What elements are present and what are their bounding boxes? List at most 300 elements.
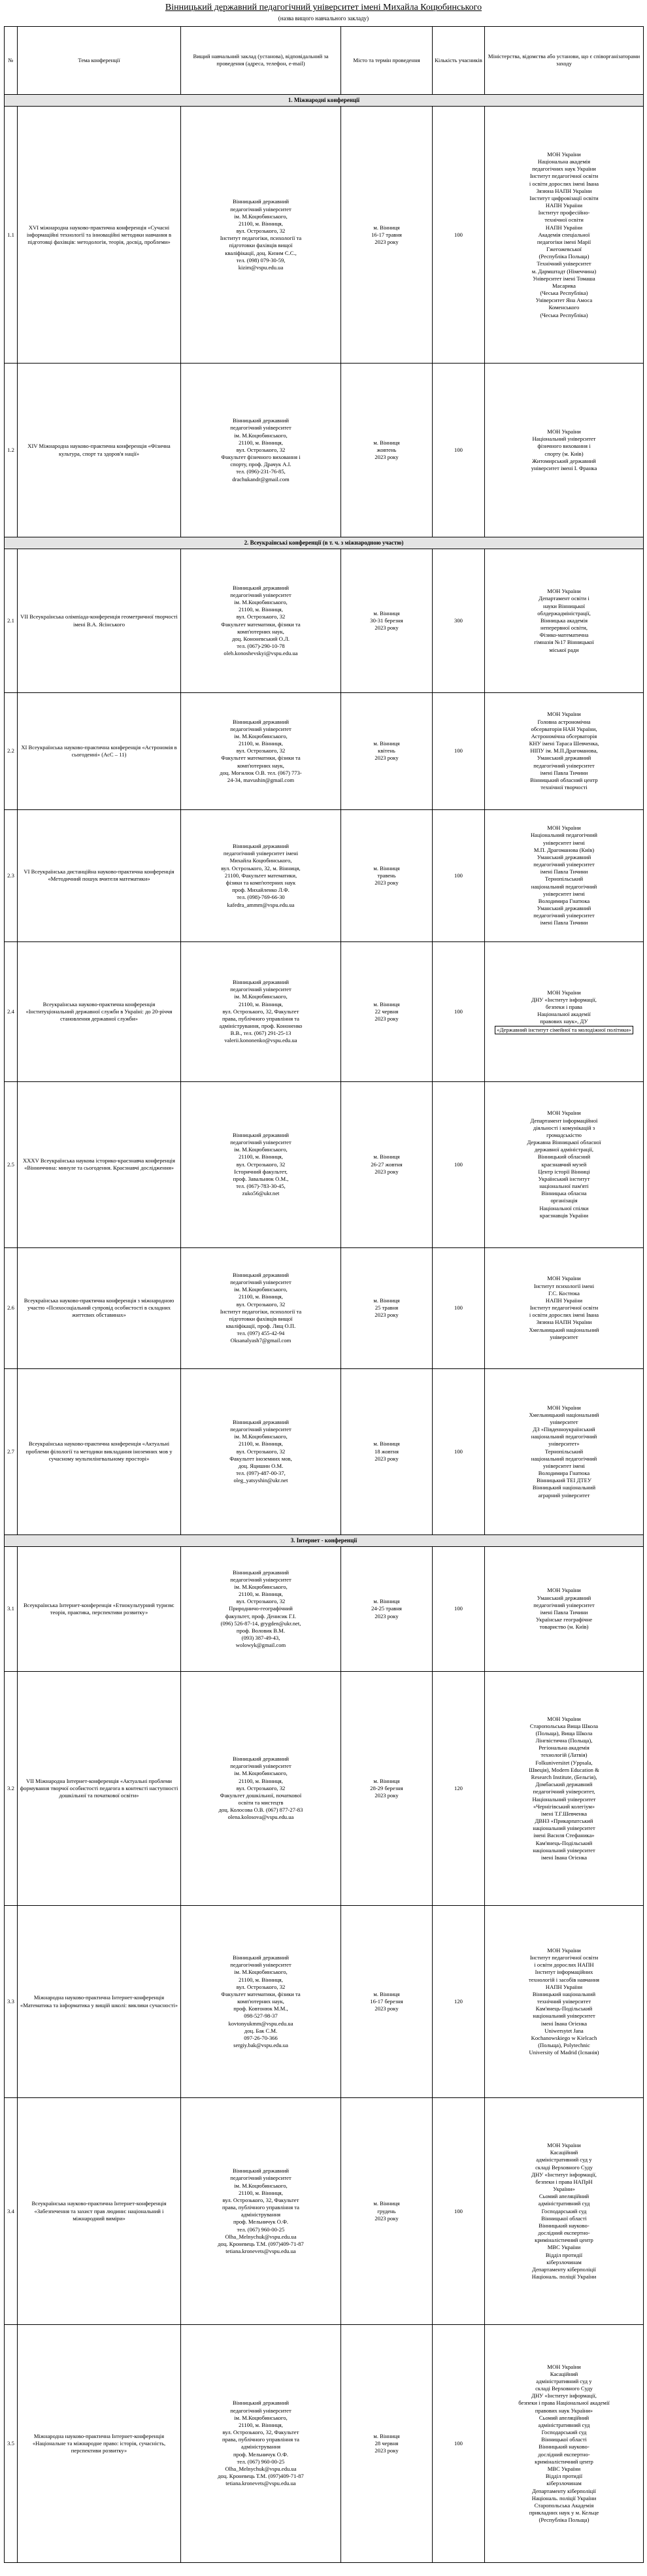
- city-date-line: 24-25 травня: [371, 1605, 402, 1612]
- co-organizer-line: університет: [550, 1418, 578, 1425]
- co-organizer-line: адміністративний суд: [538, 2421, 590, 2428]
- institution-line: zuko56@ukr.net: [242, 1190, 280, 1197]
- institution-line: педагогічний університет: [230, 424, 291, 432]
- institution-line: Вінницький державний: [232, 843, 290, 850]
- co-organizer-line: Зязюна НАПН України: [536, 187, 592, 194]
- co-organizer-line: Інститут педагогічної освіти: [529, 1304, 599, 1312]
- row-number: 2.3: [5, 809, 18, 941]
- co-organizer-line: М.П. Драгоманова (Київ): [533, 846, 595, 853]
- institution-cell: [181, 2324, 341, 2562]
- city-date-line: 2023 року: [374, 2447, 399, 2454]
- institution-line: педагогічний університет: [230, 1763, 291, 1770]
- institution-line: Історичний факультет,: [234, 1168, 288, 1175]
- city-date-line: м. Вінниця: [373, 1598, 400, 1605]
- co-organizer-line: міської ради: [549, 646, 579, 653]
- co-organizer-line: спорту (м. Київ): [544, 450, 584, 457]
- co-organizer-line: МОН України: [547, 1275, 581, 1282]
- co-organizer-line: Сьомий апеляційний: [539, 2193, 589, 2200]
- city-date-line: 28-29 березня: [370, 1784, 403, 1791]
- col-header-co-organizers: Міністерства, відомства або установи, що є співорганізаторами заходу: [485, 27, 644, 95]
- row-number: 3.3: [5, 1905, 18, 2098]
- institution-line: 21100, м. Вінниця,: [239, 1591, 283, 1598]
- row-number: 2.7: [5, 1368, 18, 1534]
- co-organizer-line: МОН України: [547, 1404, 581, 1411]
- co-organizer-line: Кам'янець-Подільський: [535, 1839, 593, 1846]
- institution-line: тел. (067)-290-10-78: [237, 643, 285, 650]
- conference-topic: Всеукраїнська науково-практична конференція «Інституціональний державної служби в Україні: до 20-річчя становлення державної служби»: [18, 941, 181, 1081]
- institution-line: Вінницький державний: [232, 1568, 290, 1576]
- co-organizer-line: аграрний університет: [538, 1491, 590, 1499]
- institution-cell: [181, 1368, 341, 1534]
- co-organizer-line: педагогічних наук України: [532, 165, 596, 173]
- co-organizer-line: імені Павла Тичини: [540, 868, 588, 875]
- co-organizers-cell: [485, 549, 644, 692]
- co-organizer-line: імені Івана Огієнка: [540, 1854, 588, 1861]
- city-date-line: 2023 року: [374, 1015, 399, 1022]
- institution-line: педагогічний університет: [230, 1961, 291, 1969]
- city-date-line: грудень: [377, 2207, 396, 2214]
- co-organizer-line: Старопольська Вища Школа: [529, 1722, 599, 1729]
- co-organizer-line: МОН України: [547, 824, 581, 832]
- co-organizer-line: МВС України: [547, 2244, 581, 2251]
- co-organizer-line: ДНУ «Інститут інформації,: [531, 2392, 597, 2399]
- institution-line: педагогічний університет: [230, 2175, 291, 2182]
- co-organizers-cell: [485, 941, 644, 1081]
- co-organizer-line: прикладних наук у м. Кельце: [529, 2509, 599, 2517]
- institution-line: вул. Острозького, 32: [236, 747, 286, 754]
- institution-line: доц. Кроневець Т.М. (097)409-71-87: [218, 2240, 304, 2247]
- co-organizer-line: Г.С. Костюка: [548, 1289, 580, 1296]
- city-date-line: 28 червня: [374, 2439, 399, 2447]
- institution-line: тел. (067) 960-00-25: [237, 2458, 285, 2465]
- conference-row: [5, 2098, 644, 2325]
- co-organizer-line: складі Верховного Суду: [535, 2385, 593, 2392]
- institution-line: Вінницький державний: [232, 1954, 290, 1961]
- institution-line: адміністрування, проф. Кононенко: [219, 1023, 303, 1030]
- col-header-participants: Кількість учасників: [433, 27, 485, 95]
- institution-line: Факультет математики, фізики та: [221, 620, 301, 628]
- conference-topic: Міжнародна науково-практична Інтернет-конференція «Національне та міжнародне право: історія, сучасність, перспективи розвитку»: [18, 2324, 181, 2562]
- institution-line: комп'ютерних наук,: [237, 628, 284, 635]
- institution-line: ім. М.Коцюбинського,: [234, 732, 288, 739]
- co-organizer-line: Національ. поліції України: [531, 2494, 597, 2501]
- institution-line: проф. Мельничук О.Ф.: [233, 2450, 289, 2458]
- city-date-line: 2023 року: [374, 624, 399, 632]
- institution-line: ім. М.Коцюбинського,: [234, 993, 288, 1000]
- institution-line: 098-527-98-37: [244, 2012, 278, 2020]
- col-header-topic: Тема конференції: [18, 27, 181, 95]
- city-date-line: 2023 року: [374, 2214, 399, 2222]
- city-date-line: м. Вінниця: [373, 1777, 400, 1784]
- institution-line: вул. Острозького, 32, Факультет: [222, 2196, 299, 2203]
- city-date-line: 30-31 березня: [370, 617, 403, 624]
- institution-line: wolowyk@gmail.com: [235, 1642, 286, 1649]
- section-title: 2. Всеукраїнські конференції (в т. ч. з міжнародною участю): [5, 537, 644, 549]
- institution-line: Вінницький державний: [232, 2399, 290, 2407]
- institution-line: тел. (098) 079-30-59,: [236, 256, 286, 263]
- city-date-line: 2023 року: [374, 1312, 399, 1319]
- city-date-cell: [341, 1368, 433, 1534]
- institution-line: 21100, м. Вінниця,: [239, 439, 283, 446]
- co-organizer-line: Департаменту кіберполіції: [532, 2487, 596, 2494]
- institution-line: Вінницький державний: [232, 584, 290, 591]
- co-organizer-line: МОН України: [547, 2363, 581, 2370]
- institution-line: drachukandr@gmail.com: [232, 475, 290, 483]
- co-organizer-line: гімназія №17 Вінницької: [534, 639, 594, 646]
- co-organizer-line: ДНУ «Інститут інформації,: [531, 2171, 597, 2178]
- institution-line: педагогічний університет: [230, 1576, 291, 1583]
- conference-row: [5, 2324, 644, 2562]
- city-date-cell: [341, 1247, 433, 1368]
- co-organizer-line: Інститут психології імені: [533, 1282, 595, 1289]
- institution-line: проф. Михайленко Л.Ф.: [232, 887, 290, 894]
- co-organizer-line: Національної академії: [537, 1011, 591, 1018]
- co-organizer-line: (Чеська Республіка): [540, 290, 588, 297]
- institution-line: valerii.kononenko@vspu.edu.ua: [224, 1037, 297, 1044]
- city-date-cell: [341, 1671, 433, 1905]
- co-organizer-line: Кам'янець-Подільський: [535, 2005, 593, 2012]
- co-organizer-line: Вінницька академія: [540, 617, 588, 624]
- city-date-cell: [341, 2098, 433, 2325]
- institution-line: педагогічний університет: [230, 205, 291, 212]
- institution-line: вул. Острозького, 32, Факультет: [222, 2429, 299, 2436]
- city-date-line: 16-17 березня: [370, 1998, 403, 2005]
- co-organizer-line: імені Івана Огієнка: [540, 2020, 588, 2027]
- co-organizer-line: Інститут педагогічної освіти: [529, 1954, 599, 1961]
- co-organizer-line: Національна академія: [537, 158, 591, 165]
- institution-line: тел. (097) 455-42-94: [237, 1330, 285, 1337]
- co-organizer-line: Вінницький науково-: [539, 2443, 589, 2450]
- co-organizer-line: Вінницький національний: [532, 1484, 596, 1491]
- co-organizer-line: Вінницький науково-: [539, 2222, 589, 2229]
- co-organizer-line: університет імені: [543, 890, 585, 897]
- institution-line: тел. (098)-769-66-30: [237, 894, 285, 901]
- co-organizer-line: МВС України: [547, 2466, 581, 2472]
- co-organizer-line: МОН України: [547, 711, 581, 718]
- co-organizer-line: технічний університет: [537, 1998, 591, 2005]
- institution-line: комп'ютерних наук,: [237, 1998, 284, 2005]
- institution-line: Природничо-географічний: [229, 1605, 293, 1612]
- city-date-line: 26-27 жовтня: [371, 1161, 403, 1168]
- section-row: [5, 1534, 644, 1546]
- city-date-cell: [341, 1547, 433, 1672]
- co-organizer-line: МОН України: [547, 428, 581, 435]
- participant-count: 100: [433, 941, 485, 1081]
- institution-line: ім. М.Коцюбинського,: [234, 1583, 288, 1590]
- co-organizer-line: обсерваторія НАН України,: [531, 725, 597, 732]
- institution-line: Факультет математики, фізики та: [221, 754, 301, 762]
- conference-topic: Міжнародна науково-практична Інтернет-конференція «Математика та інформатика у вищій школі: виклики сучасності»: [18, 1905, 181, 2098]
- co-organizer-line: (Чеська Республіка): [540, 311, 588, 318]
- co-organizer-line: технологій і засобів навчання: [528, 1976, 600, 1983]
- co-organizer-line: Академія спеціальної: [538, 231, 590, 238]
- institution-cell: [181, 107, 341, 364]
- participant-count: 100: [433, 1547, 485, 1672]
- co-organizer-line: Департамент освіти і: [539, 595, 589, 602]
- institution-line: tetiana.kronevets@vspu.edu.ua: [225, 2248, 296, 2255]
- institution-line: Вінницький державний: [232, 718, 290, 725]
- participant-count: 100: [433, 1247, 485, 1368]
- city-date-line: 2023 року: [374, 238, 399, 245]
- co-organizer-line: технологій (Латвія): [540, 1752, 588, 1759]
- co-organizer-line: громадськістю: [546, 1131, 582, 1138]
- co-organizer-line: Вінницька обласна: [541, 1190, 587, 1197]
- institution-line: доц. Могилюк О.В. тел. (067) 773-: [220, 769, 302, 776]
- institution-line: тел. (097)-487-00-37,: [236, 1470, 286, 1477]
- institution-line: kovtonyukmm@vspu.edu.ua: [228, 2020, 293, 2027]
- co-organizer-line: адміністративний суд у: [536, 2156, 592, 2163]
- participant-count: 100: [433, 364, 485, 537]
- co-organizer-line: кіберзлочинам: [546, 2258, 582, 2265]
- co-organizer-line: Департамент інформаційної: [530, 1117, 598, 1124]
- institution-line: Вінницький державний: [232, 1418, 290, 1425]
- institution-line: вул. Острозького, 32, Факультет: [222, 1008, 299, 1015]
- institution-cell: [181, 1081, 341, 1247]
- institution-line: вул. Острозького, 32: [236, 1983, 286, 1990]
- participant-count: 100: [433, 692, 485, 809]
- co-organizer-line: імені Павла Тичини: [540, 1608, 588, 1616]
- institution-line: ім. М.Коцюбинського,: [234, 1770, 288, 1777]
- institution-line: Olha_Melnychuk@vspu.edu.ua: [225, 2466, 297, 2472]
- institution-line: доц. Колосова О.В. (067) 877-27-83: [218, 1806, 303, 1814]
- conference-row: [5, 809, 644, 941]
- institution-line: комп'ютерних наук,: [237, 762, 284, 769]
- institution-line: вул. Острозького, 32, м. Вінниця,: [221, 864, 301, 872]
- co-organizer-line: неперервної освіти,: [540, 624, 588, 632]
- institution-line: права, публічного управління та: [222, 2436, 299, 2443]
- co-organizer-line: University of Madrid (Іспанія): [529, 2049, 599, 2056]
- institution-cell: [181, 809, 341, 941]
- institution-line: 21100, м. Вінниця,: [239, 740, 283, 747]
- city-date-line: м. Вінниця: [373, 2200, 400, 2207]
- co-organizer-line: Володимира Гнатюка: [538, 1470, 590, 1477]
- co-organizer-line: МОН України: [547, 989, 581, 996]
- co-organizer-line: Департаменту кіберполіції: [532, 2265, 596, 2273]
- institution-line: ім. М.Коцюбинського,: [234, 1286, 288, 1293]
- institution-line: педагогічний університет імені: [223, 850, 299, 857]
- co-organizer-line: ДВНЗ «Прикарпатський: [535, 1818, 593, 1825]
- institution-line: педагогічний університет: [230, 1139, 291, 1146]
- co-organizer-line: технічної освіти: [544, 216, 584, 224]
- co-organizer-line: України»: [553, 2186, 575, 2193]
- institution-line: факультет, проф. Денисик Г.І.: [225, 1612, 297, 1619]
- city-date-line: м. Вінниця: [373, 1440, 400, 1448]
- institution-line: 21100, Факультет математики,: [224, 872, 297, 879]
- city-date-line: м. Вінниця: [373, 1000, 400, 1008]
- institution-line: доц. Бак С.М.: [244, 2027, 278, 2034]
- city-date-line: 2023 року: [374, 1791, 399, 1799]
- participant-count: 300: [433, 549, 485, 692]
- city-date-line: травень: [377, 872, 396, 879]
- co-organizer-line: Регіональна академія: [539, 1744, 589, 1752]
- conference-topic: VII Міжнародна Інтернет-конференція «Актуальні проблеми формування творчої особистості педагога в контексті наступності дошкільної та початкової освіти»: [18, 1671, 181, 1905]
- co-organizer-line: правових наук», ДУ: [540, 1018, 588, 1025]
- row-number: 2.2: [5, 692, 18, 809]
- institution-line: Olha_Melnychuk@vspu.edu.ua: [225, 2233, 297, 2240]
- institution-line: 21100, м. Вінниця,: [239, 2421, 283, 2428]
- co-organizer-line: Лінгвістична (Польща),: [535, 1737, 593, 1744]
- city-date-cell: [341, 364, 433, 537]
- co-organizer-line: Тернопільський: [544, 875, 584, 883]
- co-organizer-line: Головна астрономічна: [537, 718, 591, 725]
- co-organizer-line: національний педагогічний: [531, 883, 597, 890]
- city-date-cell: [341, 692, 433, 809]
- city-date-line: 22 червня: [374, 1008, 399, 1015]
- row-number: 1.1: [5, 107, 18, 364]
- co-organizer-line: педагогічний університет,: [533, 1788, 595, 1795]
- row-number: 2.5: [5, 1081, 18, 1247]
- co-organizer-line: (Республіка Польща): [539, 2517, 589, 2524]
- row-number: 3.1: [5, 1547, 18, 1672]
- city-date-line: 2023 року: [374, 1612, 399, 1619]
- institution-line: фізики та комп'ютерних наук: [225, 879, 296, 886]
- section-title: 3. Інтернет - конференції: [5, 1534, 644, 1546]
- co-organizer-line: МОН України: [547, 588, 581, 595]
- co-organizers-cell: [485, 809, 644, 941]
- co-organizers-cell: [485, 1671, 644, 1905]
- conference-row: [5, 1247, 644, 1368]
- institution-line: тел. (067) 960-00-25: [237, 2226, 285, 2233]
- institution-line: вул. Острозького, 32: [236, 1161, 286, 1168]
- co-organizer-line: Національний університет: [532, 435, 596, 443]
- participant-count: 100: [433, 1368, 485, 1534]
- co-organizer-line: університет: [550, 1333, 578, 1340]
- col-header-institution: Вищий навчальний заклад (установа), відповідальний за проведення (адреса, телефон, e-mail): [181, 27, 341, 95]
- co-organizer-line: Касаційний: [550, 2370, 578, 2377]
- institution-line: кваліфікації, доц. Кизим С.С.,: [225, 249, 297, 256]
- co-organizer-line: товариство (м. Київ): [539, 1623, 589, 1631]
- co-organizer-line: МОН України: [547, 1946, 581, 1954]
- institution-line: Інститут педагогіки, психології та: [220, 235, 302, 242]
- conference-row: [5, 107, 644, 364]
- co-organizer-line: МОН України: [547, 1587, 581, 1594]
- co-organizer-line: Університет імені Томаша: [533, 275, 595, 282]
- institution-line: kafedra_ammm@vspu.edu.ua: [227, 901, 295, 908]
- co-organizer-line: Астрономічна обсерваторія: [531, 732, 597, 739]
- document-subtitle: (назва вищого навчального закладу): [278, 15, 369, 22]
- institution-line: педагогічний університет: [230, 1279, 291, 1285]
- city-date-line: 18 жовтня: [374, 1448, 399, 1455]
- institution-line: адміністрування: [241, 2443, 281, 2450]
- institution-line: ім. М.Коцюбинського,: [234, 212, 288, 220]
- co-organizer-line: Уманський державний: [537, 754, 591, 762]
- co-organizer-line: педагогічний університет: [533, 762, 595, 769]
- conference-topic: XI Всеукраїнська науково-практична конференція «Астрономія в сьогоденні» (АсС – 11): [18, 692, 181, 809]
- institution-line: доц. Кроневець Т.М. (097)409-71-87: [218, 2473, 304, 2480]
- institution-line: Факультет фізичного виховання і: [221, 454, 301, 461]
- institution-line: права, публічного управління та: [222, 1015, 299, 1022]
- participant-count: 100: [433, 809, 485, 941]
- co-organizer-line: Відділ протидії: [545, 2251, 583, 2258]
- institution-line: tetiana.kronevets@vspu.edu.ua: [225, 2480, 296, 2487]
- institution-line: вул. Острозького, 32: [236, 1448, 286, 1455]
- co-organizer-line: імені Василя Стефаника»: [533, 1832, 595, 1839]
- co-organizer-line: науки Вінницької: [542, 602, 586, 609]
- institution-line: спорту, проф. Драчук А.І.: [230, 461, 291, 468]
- row-number: 2.4: [5, 941, 18, 1081]
- co-organizer-line: Житомирський державний: [532, 457, 596, 464]
- row-number: 3.5: [5, 2324, 18, 2562]
- institution-line: 21100, м. Вінниця,: [239, 1000, 283, 1008]
- conference-topic: XIV Міжнародна науково-практична конференція «Фізична культура, спорт та здоров'я нації»: [18, 364, 181, 537]
- institution-line: підготовки фахівців вищої: [229, 1315, 293, 1322]
- co-organizer-line: Старопольська Академія: [534, 2501, 594, 2509]
- city-date-line: квітень: [378, 747, 395, 754]
- co-organizer-line: Зязюна НАПН України: [536, 1319, 592, 1326]
- institution-line: 21100, м. Вінниця,: [239, 1440, 283, 1448]
- city-date-cell: [341, 941, 433, 1081]
- city-date-line: м. Вінниця: [373, 224, 400, 231]
- institution-cell: [181, 941, 341, 1081]
- institution-line: підготовки фахівців вищої: [229, 242, 293, 249]
- participant-count: 100: [433, 2098, 485, 2325]
- co-organizers-cell: [485, 692, 644, 809]
- co-organizer-line: педагогіки імені Марії: [537, 238, 591, 245]
- institution-line: 21100, м. Вінниця,: [239, 1153, 283, 1161]
- co-organizer-line: адміністративний суд у: [536, 2377, 592, 2384]
- co-organizers-cell: [485, 1368, 644, 1534]
- institution-line: права, публічного управління та: [222, 2204, 299, 2211]
- co-organizer-line: криміналістичний центр: [535, 2237, 593, 2244]
- institution-line: тел. (067)-783-30-45,: [236, 1183, 286, 1190]
- co-organizer-line: Uniwersytet Jana: [544, 2027, 584, 2034]
- institution-line: педагогічний університет: [230, 591, 291, 598]
- co-organizer-line: Домбаський державний: [535, 1781, 593, 1788]
- co-organizer-line: Відділ протидії: [545, 2473, 583, 2480]
- co-organizer-line: НІПУ ім. М.П.Драгоманова,: [530, 747, 598, 754]
- co-organizer-line: складі Верховного Суду: [535, 2163, 593, 2171]
- conference-table: [4, 26, 644, 2563]
- co-organizer-line: і освіти дорослих НАПН: [534, 1961, 594, 1969]
- co-organizer-line: імені Павла Тичини: [540, 769, 588, 776]
- co-organizer-line: Вінницької області: [541, 2214, 587, 2222]
- co-organizer-line: (Польща), Вища Школа: [535, 1729, 593, 1737]
- city-date-cell: [341, 1081, 433, 1247]
- institution-cell: [181, 1547, 341, 1672]
- co-organizer-line: НАПН України: [545, 1296, 583, 1304]
- city-date-line: жовтень: [376, 446, 397, 453]
- co-organizer-line: Уманський державний: [537, 853, 591, 860]
- co-organizer-boxed: «Державний інститут сімейної та молодіжної політики»: [495, 1026, 633, 1034]
- institution-line: oleg_yatsyshin@ukr.net: [233, 1477, 288, 1484]
- institution-line: ім. М.Коцюбинського,: [234, 2182, 288, 2189]
- institution-line: проф. Ковтонюк М.М.,: [233, 2005, 288, 2012]
- institution-line: освіти та мистецтв: [238, 1799, 284, 1806]
- city-date-cell: [341, 2324, 433, 2562]
- co-organizer-line: педагогічний університет: [533, 912, 595, 919]
- co-organizer-line: «Чернігівський колегіум»: [533, 1803, 595, 1810]
- city-date-line: 16-17 травня: [371, 231, 402, 238]
- institution-line: 21100, м. Вінниця,: [239, 1293, 283, 1300]
- conference-topic: Всеукраїнська Інтернет-конференція «Етнокультурний туризм: теорія, практика, перспективи розвитку»: [18, 1547, 181, 1672]
- co-organizers-cell: [485, 1247, 644, 1368]
- institution-line: проф. Воловик В.М.: [236, 1627, 286, 1634]
- conference-row: [5, 549, 644, 692]
- institution-line: вул. Острозького, 32: [236, 1784, 286, 1791]
- row-number: 3.4: [5, 2098, 18, 2325]
- conference-topic: Всеукраїнська науково-практична конференція з міжнародною участю «Психосоціальний супровід особистості в складних життєвих обставинах»: [18, 1247, 181, 1368]
- co-organizer-line: НАПН України: [545, 224, 583, 231]
- city-date-cell: [341, 107, 433, 364]
- co-organizer-line: Вінницький обласний центр: [530, 776, 598, 783]
- document-title: Вінницький державний педагогічний університет імені Михайла Коцюбинського: [165, 3, 482, 12]
- institution-line: ім. М.Коцюбинського,: [234, 2414, 288, 2421]
- table-header-row: [5, 27, 644, 95]
- co-organizer-line: університет імені І. Франка: [531, 464, 597, 471]
- co-organizer-line: Інститут педагогічної освіти: [529, 173, 599, 180]
- co-organizers-cell: [485, 1081, 644, 1247]
- co-organizer-line: Kochanowskiego w Kielcach: [531, 2034, 597, 2041]
